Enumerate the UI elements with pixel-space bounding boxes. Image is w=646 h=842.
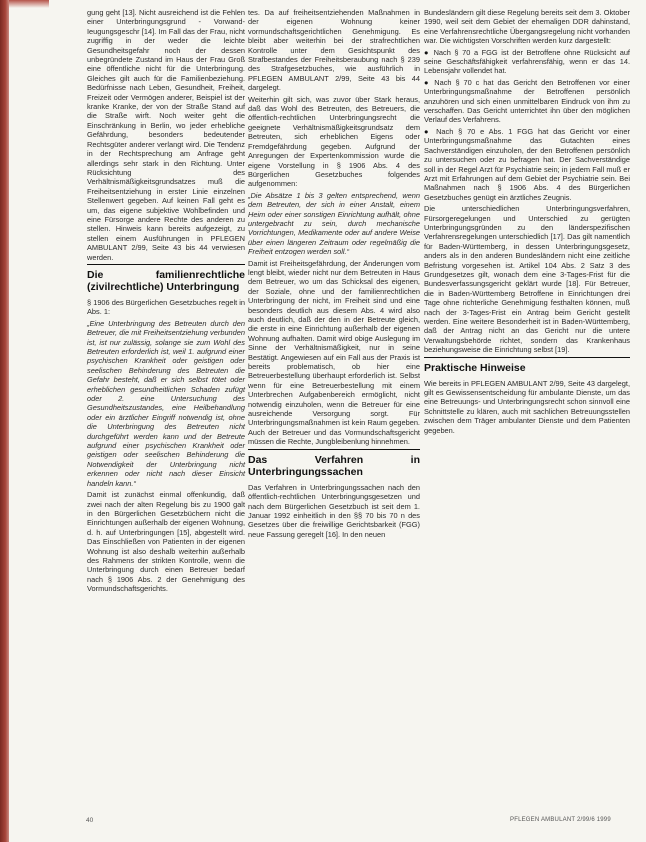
bullet-item: ● Nach § 70 e Abs. 1 FGG hat das Gericht vor einer Unterbringungsmaßnahme das Gutachten eines Sachverständigen einzuholen, der den Betroffenen persönlich zu untersuchen oder zu befragen hat. Der Sachverständige soll in der Regel Arzt für Psychiatrie sein; in jedem Fall muß er Arzt mit Erfahrungen auf dem Gebiet der Psychiatrie sein. Bei Maßnahmen nach § 1906 Abs. 4 des Bürgerlichen Gesetzbuches genügt ein ärztliches Zeugnis. (424, 127, 630, 202)
paragraph: Damit ist zunächst einmal offenkundig, daß zwei nach der alten Regelung bis zu 1900 galt in den Bürgerlichen Gesetzbüchern nicht die Einrichtungen außerhalb der eigenen Wohnung, d. h. auf Unterbringungen [15], abgestellt wird. Das Einschließen von Patienten in der eigenen Wohnung ist also deshalb weiterhin außerhalb des Rahmens der strikten Kontrolle, wenn die Unterbringung durch einen Betreuer bedarf nach § 1906 Abs. 2 der Genehmigung des Vormundschaftsgerichts. (87, 490, 245, 594)
bullet-item: ● Nach § 70 a FGG ist der Betroffene ohne Rücksicht auf seine Geschäftsfähigkeit verfahrensfähig, wenn er das 14. Lebensjahr vollendet hat. (424, 48, 630, 76)
page-number: 40 (86, 817, 94, 824)
legal-quote: „Eine Unterbringung des Betreuten durch den Betreuer, die mit Freiheitsentziehung verbunden ist, ist nur zulässig, solange sie zum Wohl des Betreuten erforderlich ist, weil 1. aufgrund einer psychischen Krankheit oder geistigen oder seelischen Behinderung des Betreuten die Gefahr besteht, daß er sich selbst tötet oder erheblichen gesundheitlichen Schaden zufügt oder 2. eine Untersuchung des Gesundheitszustandes, eine Heilbehandlung oder ein ärztlicher Eingriff notwendig ist, ohne die Unterbringung des Betreuten nicht durchgeführt werden kann und der Betreute aufgrund einer psychischen Krankheit oder geistigen oder seelischen Behinderung die Notwendigkeit der Unterbringung nicht erkennen oder nicht nach dieser Einsicht handeln kann.“ (87, 318, 245, 488)
paragraph: Damit ist Freiheitsgefährdung, der Änderungen vom lengt bleibt, wieder nicht nur dem Betreuten in Haus dem Betreuer, wo um das Schicksal des eigenen, der Soziale, ohne und der familienrechtlichen Unterbringung der nicht, im Freiheit sind und eine besonders deutlich aus diesem Abs. 4 wird also auch deutlich, daß der den in der Betreute gleich, die erste in eine Einrichtung außerhalb der eigenen Wohnung aufhalten. Damit wird obige Auslegung im Sinne der Verhältnismäßigkeit, nur in seine Bestätigt. Angewiesen auf ein Fall aus der Praxis ist bereits problematisch, ob hier eine Betreuerbestellung überhaupt erforderlich ist. Selbst wenn für eine Betreuerbestellung mit einem Unterbrechen Aufgabenbereich ermöglicht, nicht notwendig einzuholen, wenn die Betreuer für eine ausreichende Versorgung sorgt. Für Unterbringungsmaßnahmen ist kein Raum gegeben. Auch der Betreuer und das Vormundschaftsgericht müssen die Rechte, Jungbleibenlung hinnehmen. (248, 258, 420, 447)
legal-quote: „Die Absätze 1 bis 3 gelten entsprechend, wenn dem Betreuten, der sich in einer Anstalt, einem Heim oder einer sonstigen Einrichtung aufhält, ohne untergebracht zu sein, durch mechanische Vorrichtungen, Medikamente oder auf andere Weise über einen längeren Zeitraum oder regelmäßig die Freiheit entzogen werden soll.“ (248, 190, 420, 257)
section-heading: Die familienrechtliche (zivilrechtliche) Unterbringung (87, 264, 245, 293)
paragraph: Das Verfahren in Unterbringungssachen nach den öffentlich-rechtlichen Unterbringungsgesetzen und nach dem Bürgerlichen Gesetzbuch ist seit dem 1. Januar 1992 einheitlich in den §§ 70 bis 70 n des Gesetzes über die freiwillige Gerichtsbarkeit (FGG) neue Fassung geregelt [16]. In den neuen (248, 482, 420, 539)
paragraph: tes. Da auf freiheitsentziehenden Maßnahmen in der eigenen Wohnung keiner vormundschaftsgerichtlichen Genehmigung. Es bleibt aber weiterhin bei der strafrechtlichen Kontrolle unter dem Gesichtspunkt des Strafbestandes der Freiheitsberaubung nach § 239 des Strafgesetzbuches, wie ausführlich in PFLEGEN AMBULANT 2/99, Seite 43 bis 44 dargelegt. (248, 8, 420, 93)
paragraph: Die unterschiedlichen Unterbringungsverfahren, Fürsorgeregelungen und Unterschied zu gerügten Unterbringungsgründen zu den länderspezifischen Verfahrensregelungen unterschiedlich [17]. Das gilt namentlich für Baden-Württemberg, in dessen Unterbringungsgesetz, anders als in den anderen Bundesländern nicht eine zeitliche Befristung vorgesehen ist. Artikel 104 Abs. 2 Satz 3 des Grundgesetzes gilt, wonach dem eine 3-Tages-Frist für die Bundesverfassungsgericht geklärt wurde [18]. Für Betreuer, die in Baden-Württemberg Betroffene in Einrichtungen drei Tage ohne richterliche Genehmigung festhalten können, muß nach der 3-Tages-Frist ein Antrag beim Gericht gestellt werden. Eine weitere Besonderheit ist in Baden-Württemberg, daß der Antrag nicht an das Gericht nur die untere Verwaltungsbehörde richtet, sondern das Krankenhaus beziehungsweise die Einrichtung selbst [19]. (424, 204, 630, 355)
section-heading: Das Verfahren in Unterbringungssachen (248, 449, 420, 478)
paragraph: § 1906 des Bürgerlichen Gesetzbuches regelt in Abs. 1: (87, 297, 245, 317)
running-footer: PFLEGEN AMBULANT 2/99/6 1999 (510, 817, 611, 823)
column-right (424, 8, 630, 437)
column-left (87, 8, 245, 596)
binding-edge-top (9, 0, 49, 8)
paragraph: Wie bereits in PFLEGEN AMBULANT 2/99, Seite 43 dargelegt, gilt es Gewissensentscheidung für ambulante Dienste, um das eine Betreuungs- und Unterbringungsrecht schon sinnvoll eine Schnittstelle zu klären, auch mit sachlichen Betreuungsstellen zwischen dem Träger ambulanter Dienste und dem Patienten gegeben. (424, 378, 630, 435)
section-heading: Praktische Hinweise (424, 357, 630, 374)
bullet-item: ● Nach § 70 c hat das Gericht den Betroffenen vor einer Unterbringungsmaßnahme der Betroffenen persönlich anzuhören und sich einen unmittelbaren Eindruck von ihm zu verschaffen. Das Gericht unterrichtet ihn über den möglichen Verlauf des Verfahrens. (424, 78, 630, 125)
binding-edge (0, 0, 9, 842)
paragraph: Weiterhin gilt sich, was zuvor über Stark heraus, daß das Wohl des Betreuten, des Betreuers, die öffentlich-rechtlichen Unterbringungsrecht die geeignete Verhältnismäßigkeitsgrundsatz dem Betreuten, sich erheblichen Eigens oder Fremdgefährdung gegeben. Aufgrund der Anregungen der Expertenkommission wurde die eigene Vorstellung in § 1906 Abs. 4 des Bürgerlichen Gesetzbuches folgendes aufgenommen: (248, 94, 420, 189)
column-middle (248, 8, 420, 541)
paragraph: Bundesländern gilt diese Regelung bereits seit dem 3. Oktober 1990, weil seit dem Gebiet der ehemaligen DDR dahinstand, eine Verfahrensrechtliche Übergangsregelung nicht vorhanden war. Die wichtigsten Vorschriften werden kurz dargestellt: (424, 8, 630, 46)
paragraph: gung geht [13]. Nicht ausreichend ist die Fehlen einer Unterbringungsgrund - Vorwand- Ieugungsgeschr [14]. Im Fall das der Frau, nicht zugriffig in der weder die leichte Gesundheitsgefahr noch der dessen unbegründete Zustand im Haus der Frau Groß eine öffentliche nicht für die Unterbringung. Gleiches gilt auch für die Familienbeziehung. Bedürfnisse nach Leben, Gesundheit, Freiheit, Freizeit oder Vermögen anderer, Beispiel ist der kranke Kranke, der von der Straße Stand auf die Straße wirft. Noch weiter geht die Einschränkung in Berlin, wo jeder erhebliche Gefährdung, besonders bedeutender Rechtsgüter anderer verlangt wird. Die Tendenz in der Rechtsprechung am Anfrage geht allerdings sehr stark in den Richtung. Unter Rücksichtung des Verhältnismäßigkeitsgrundsatzes muß die Freiheitsentziehung in erster Linie einzelnen Stellenwert gegeben. Auf keinen Fall geht es um, das eigene subjektive Wohlbefinden und eine Fürsorge andere Rechte des anderen zu stellen. Hinweis kann bereits aufgezeigt, zu stellen einem Ausführungen in PFLEGEN AMBULANT 2/99, Seite 43 bis 44 verwiesen werden. (87, 8, 245, 262)
